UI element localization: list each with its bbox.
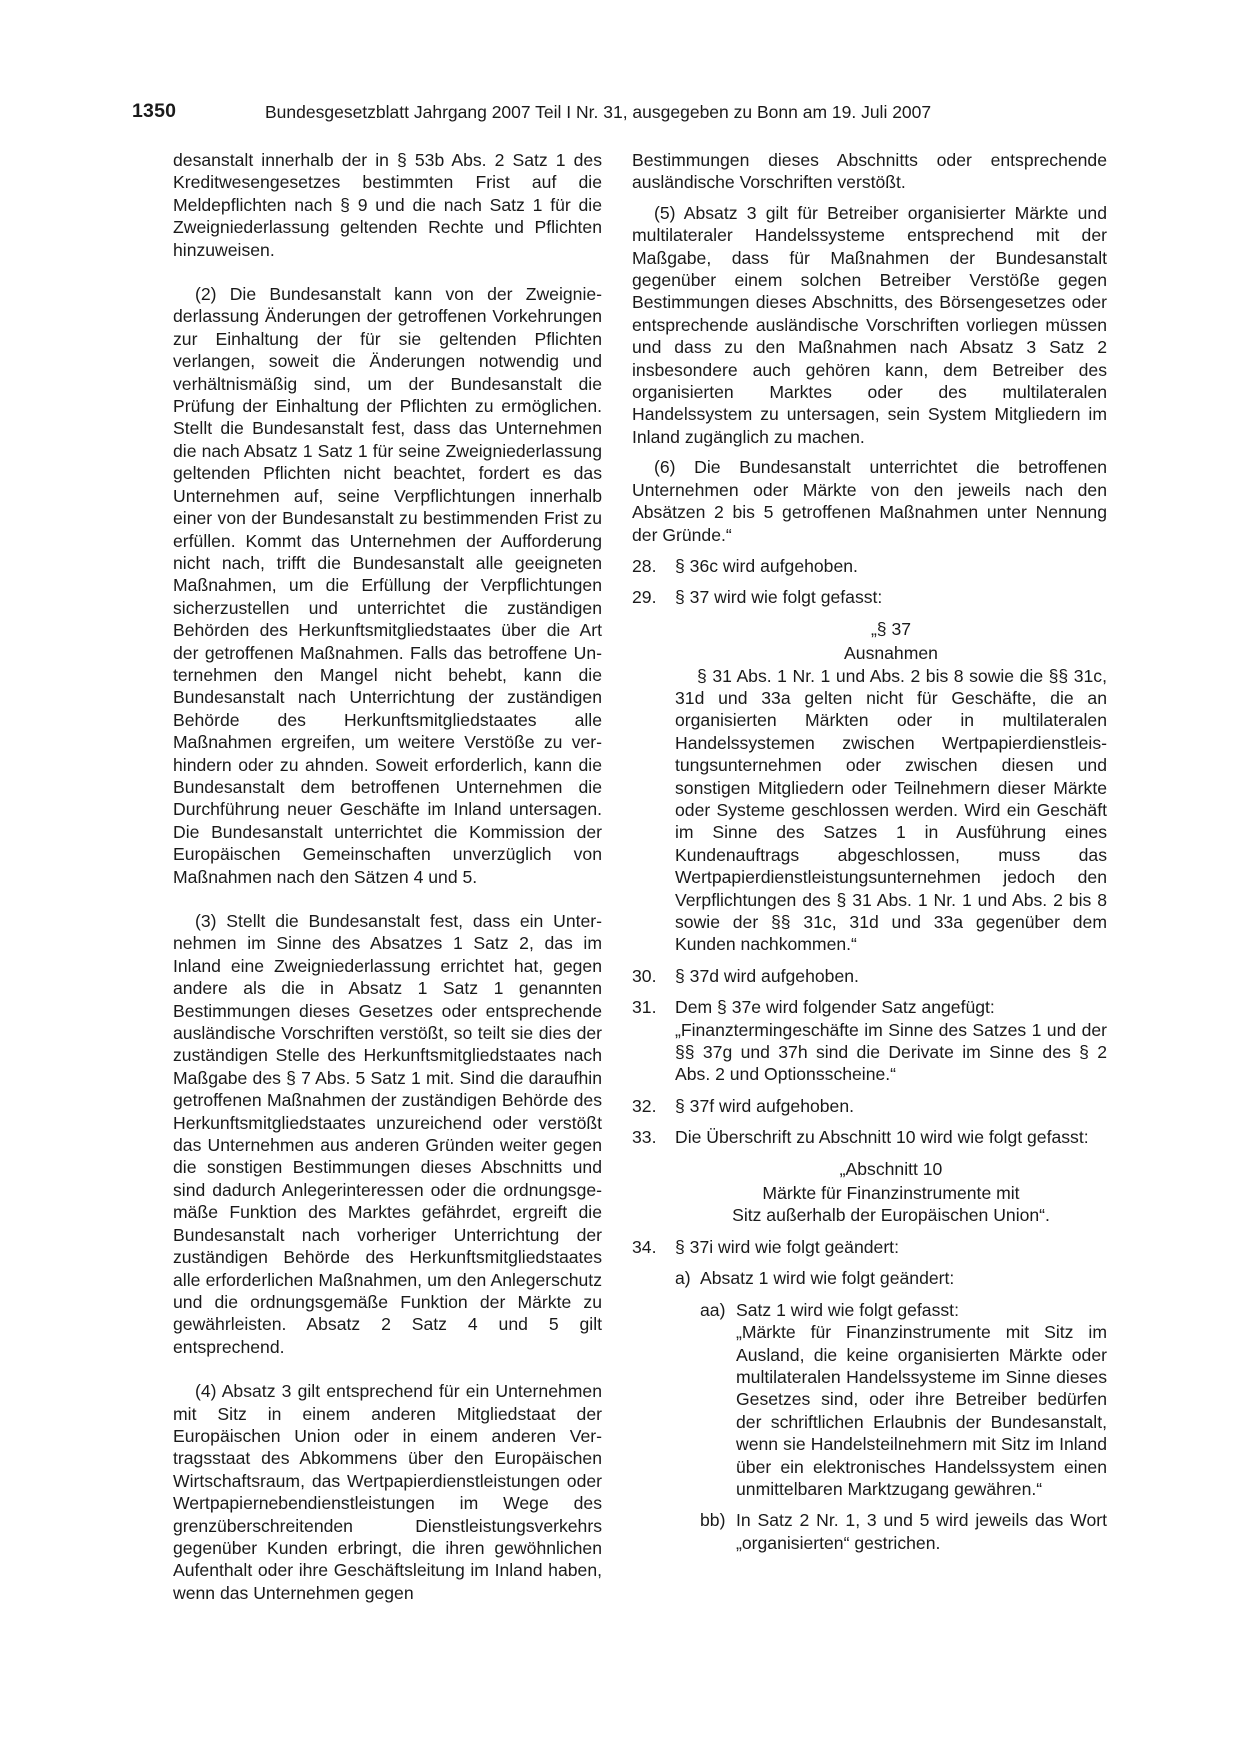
right-column [632,149,1107,1554]
item-31-quote: „Finanztermingeschäfte im Sinne des Satzes 1 und der §§ 37g und 37h sind die Derivate im Sinne des § 2 Abs. 2 und Optionsscheine.“ [675,1019,1107,1085]
list-item-29 [632,586,1107,608]
list-item-30 [632,965,1107,987]
item-text: § 37i wird wie folgt geändert: [675,1236,899,1257]
page-number: 1350 [132,100,177,122]
item-number: 34. [632,1236,657,1257]
item-text: Dem § 37e wird folgender Satz angefügt: [675,997,995,1018]
list-item-34-bb [632,1509,1107,1554]
running-head: Bundesgesetzblatt Jahrgang 2007 Teil I Nr. 31, ausgegeben zu Bonn am 19. Juli 2007 [265,102,932,122]
abschnitt-10-heading-line-1: Märkte für Finanzinstrumente mit [762,1183,1020,1204]
list-item-34 [632,1236,1107,1258]
abschnitt-10-title: „Abschnitt 10 [839,1158,943,1179]
section-37-heading: Ausnahmen [844,643,938,664]
item-letter: a) [675,1268,691,1289]
paragraph-5: (5) Absatz 3 gilt für Betreiber organisierter Märkte und multilateraler Handelssysteme entsprechend mit der Maßgabe, dass für Maßnahmen der Bundesanstalt gegenüber einem solchen Betreiber Verstöße gegen Bestimmungen dieses Abschnitts, des Börsengesetzes oder entsprechende ausländische Vorschriften vorliegen müssen und dass zu den Maßnahmen nach Absatz 3 Satz 2 insbesondere auch gehören kann, dem Betreiber des organisierten Marktes oder des multilateralen Handelssystem zu untersagen, sein System Mitgliedern im Inland zugänglich zu machen. [632,202,1107,447]
item-text: Absatz 1 wird wie folgt geändert: [700,1268,955,1289]
list-item-32 [632,1095,1107,1117]
list-item-28 [632,555,1107,577]
item-letter: aa) [700,1299,726,1320]
section-37-body: § 31 Abs. 1 Nr. 1 und Abs. 2 bis 8 sowie die §§ 31c, 31d und 33a gelten nicht für Geschäfte, die an organisierten Märkten oder in multilateralen Handelssystemen zwischen Wertpapierdienstleistungsunternehmen oder zwischen diesen und sonstigen Mitgliedern oder Teilnehmern dieser Märkte oder Systeme geschlossen werden. Wird ein Geschäft im Sinne des Satzes 1 in Ausführung eines Kundenauftrags abgeschlossen, muss das Wertpapierdienstleistungsunternehmen jedoch den Verpflichtungen des § 31 Abs. 1 Nr. 1 und Abs. 2 bis 8 sowie der §§ 31c, 31d und 33a gegenüber dem Kunden nachkommen.“ [675,665,1107,955]
item-number: 28. [632,555,657,576]
item-number: 32. [632,1095,657,1116]
item-letter: bb) [700,1510,726,1531]
item-number: 30. [632,965,657,986]
item-number: 29. [632,587,657,608]
item-number: 31. [632,997,657,1018]
section-37-title: „§ 37 [870,618,912,639]
paragraph-6: (6) Die Bundesanstalt unterrichtet die betroffenen Unternehmen oder Märkte von den jeweils nach den Absätzen 2 bis 5 getroffenen Maßnahmen unter Nennung der Gründe.“ [632,457,1107,545]
paragraph-continuation: desanstalt innerhalb der in § 53b Abs. 2 Satz 1 des Kreditwesengesetzes bestimmten Frist auf die Meldepflichten nach § 9 und die nach Satz 1 für die Zweigniederlassung geltenden Rechte und Pflichten hinzuweisen. [173,150,602,260]
item-text: § 36c wird aufgehoben. [675,555,858,576]
list-item-34-a [632,1267,1107,1289]
paragraph-4-continuation: Bestimmungen dieses Abschnitts oder entsprechende ausländische Vorschriften verstößt. [632,150,1107,193]
item-text: § 37f wird aufgehoben. [675,1095,855,1116]
paragraph-4: (4) Absatz 3 gilt entsprechend für ein Unternehmen mit Sitz in einem anderen Mitgliedstaat der Europäischen Union oder in einem anderen Vertragsstaat des Abkommens über den Europäischen Wirtschaftsraum, das Wertpapierdienstleistungen oder Wertpapiernebendienstleistungen im Wege des grenzüberschreitenden Dienstleistungsverkehrs gegenüber Kunden erbringt, die ihren gewöhnlichen Aufenthalt oder ihre Geschäftsleitung im Inland haben, wenn das Unternehmen gegen [173,1381,602,1603]
left-column [173,149,602,1604]
paragraph-2: (2) Die Bundesanstalt kann von der Zweigniederlassung Änderungen der getroffenen Vorkehrungen zur Einhaltung der für sie geltenden Pflichten verlangen, soweit die Änderungen notwendig und verhältnismäßig sind, um der Bundesanstalt die Prüfung der Einhaltung der Pflichten zu ermöglichen. Stellt die Bundesanstalt fest, dass das Unternehmen die nach Absatz 1 Satz 1 für seine Zweigniederlassung geltenden Pflichten nicht beachtet, fordert es das Unternehmen auf, seine Verpflichtungen innerhalb einer von der Bundesanstalt zu bestimmenden Frist zu erfüllen. Kommt das Unternehmen der Aufforderung nicht nach, trifft die Bundesanstalt alle geeigneten Maßnahmen, um die Erfüllung der Verpflichtungen sicherzustellen und unterrichtet die zuständigen Behörden des Herkunftsmitgliedstaates über die Art der getroffenen Maßnahmen. Falls das betroffene Unternehmen den Mangel nicht behebt, kann die Bundesanstalt nach Unterrichtung der zuständigen Behörde des Herkunftsmitgliedstaates alle Maßnahmen ergreifen, um weitere Verstöße zu verhindern oder zu ahnden. Soweit erforderlich, kann die Bundesanstalt dem betroffenen Unternehmen die Durchführung neuer Geschäfte im Inland untersagen. Die Bundesanstalt unterrichtet die Kommission der Europäischen Gemeinschaften unverzüglich von Maßnahmen nach den Sätzen 4 und 5. [173,284,602,887]
item-text: § 37d wird aufgehoben. [675,965,859,986]
list-item-33 [632,1126,1107,1148]
list-item-31 [632,996,1107,1018]
item-text: Die Überschrift zu Abschnitt 10 wird wie folgt gefasst: [675,1127,1089,1148]
list-item-34-aa [632,1299,1107,1321]
item-34-aa-quote: „Märkte für Finanzinstrumente mit Sitz im Ausland, die keine organisierten Märkte oder multilateralen Handelssysteme im Sinne dieses Gesetzes sind, oder ihre Betreiber bedürfen der schriftlichen Erlaubnis der Bundesanstalt, wenn sie Handelsteilnehmern mit Sitz im Inland über ein elektronisches Handelssystem einen unmittelbaren Marktzugang gewähren.“ [736,1322,1107,1499]
item-text: In Satz 2 Nr. 1, 3 und 5 wird jeweils das Wort „organisierten“ gestrichen. [736,1510,1107,1553]
item-text: § 37 wird wie folgt gefasst: [675,587,883,608]
item-number: 33. [632,1127,657,1148]
item-text: Satz 1 wird wie folgt gefasst: [736,1299,959,1320]
paragraph-3: (3) Stellt die Bundesanstalt fest, dass ein Unternehmen im Sinne des Absatzes 1 Satz 2, das im Inland eine Zweigniederlassung errichtet hat, gegen andere als die in Absatz 1 Satz 1 genannten Bestimmungen dieses Gesetzes oder entsprechende ausländische Vorschriften verstößt, so teilt sie dies der zuständigen Stelle des Herkunftsmitgliedstaates nach Maßgabe des § 7 Abs. 5 Satz 1 mit. Sind die daraufhin getroffenen Maßnahmen der zuständigen Behörde des Herkunftsmitgliedstaates unzureichend oder verstößt das Unternehmen aus anderen Gründen weiter gegen die sonstigen Bestimmungen dieses Abschnitts und sind dadurch Anlegerinteressen oder die ordnungsgemäße Funktion des Marktes gefährdet, ergreift die Bundesanstalt nach vorheriger Unterrichtung der zuständigen Behörde des Herkunftsmitgliedstaates alle erforderlichen Maßnahmen, um den Anlegerschutz und die ordnungsgemäße Funktion der Märkte zu gewährleisten. Absatz 2 Satz 4 und 5 gilt entsprechend. [173,911,602,1357]
abschnitt-10-heading-line-2: Sitz außerhalb der Europäischen Union“. [732,1205,1050,1226]
